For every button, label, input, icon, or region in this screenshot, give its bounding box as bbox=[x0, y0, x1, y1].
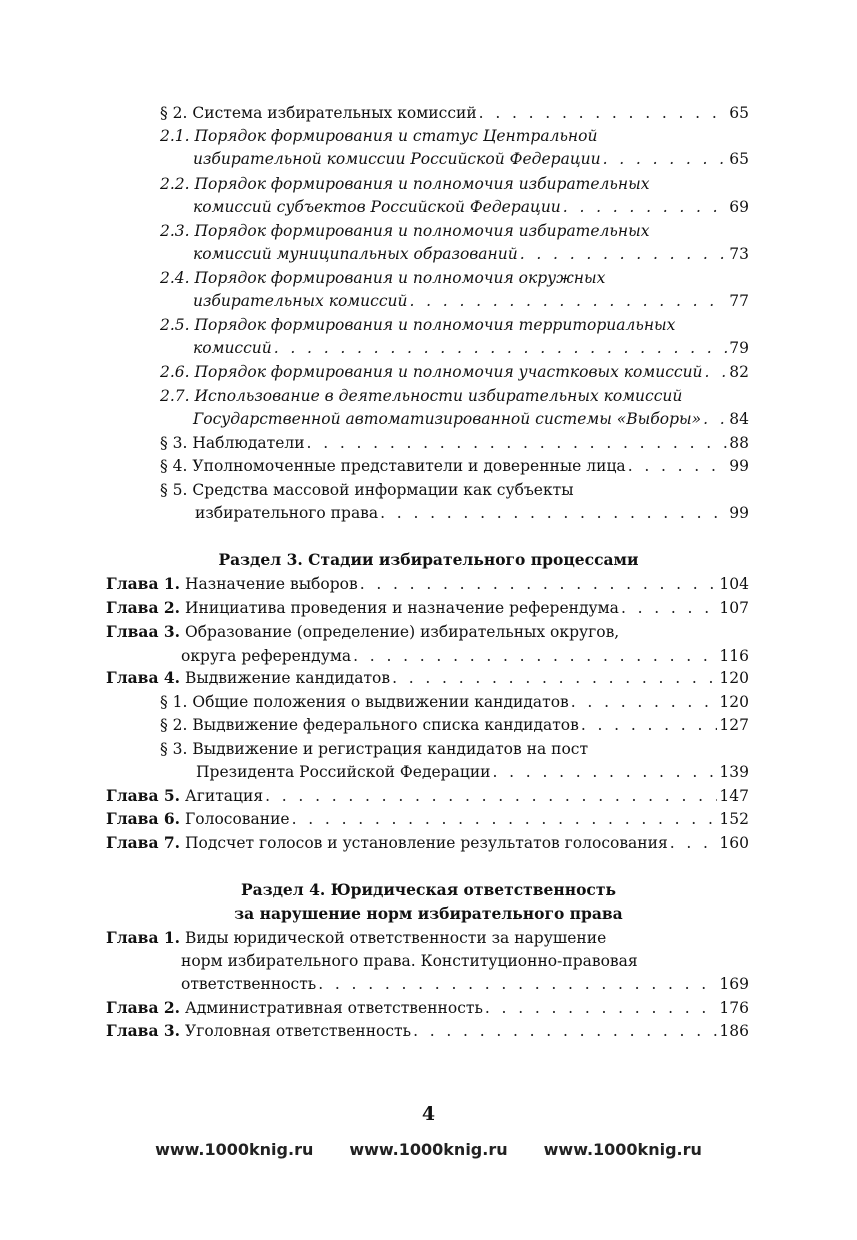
toc-entry bbox=[160, 713, 749, 737]
toc-entry-continuation bbox=[193, 336, 749, 360]
toc-chapter bbox=[106, 620, 749, 644]
chapter-label: Глава 6. bbox=[106, 809, 181, 828]
entry-page: 139 bbox=[719, 763, 749, 781]
entry-number: 2.7. bbox=[160, 387, 190, 405]
toc-chapter bbox=[106, 596, 749, 620]
entry-title: Уголовная ответственность bbox=[185, 1022, 412, 1040]
toc-entry bbox=[160, 266, 749, 290]
entry-number: 2.1. bbox=[160, 127, 190, 145]
entry-title: Выдвижение федерального списка кандидатов bbox=[192, 716, 579, 734]
entry-title: Назначение выборов bbox=[185, 575, 358, 593]
entry-number: § 2. bbox=[160, 716, 188, 734]
toc-entry bbox=[160, 478, 749, 502]
leader-dots bbox=[360, 572, 718, 596]
toc-entry-continuation bbox=[181, 949, 749, 973]
entry-page: 88 bbox=[729, 434, 749, 452]
entry-page: 84 bbox=[729, 410, 749, 428]
leader-dots bbox=[392, 666, 717, 690]
entry-title: Образование (определение) избирательных округов, bbox=[185, 623, 620, 641]
toc-entry bbox=[160, 124, 749, 148]
leader-dots bbox=[520, 242, 728, 266]
entry-title: Система избирательных комиссий bbox=[192, 104, 477, 122]
entry-title: Административная ответственность bbox=[185, 999, 483, 1017]
chapter-label: Глваа 3. bbox=[106, 622, 181, 641]
leader-dots bbox=[621, 596, 717, 620]
footer bbox=[0, 1140, 857, 1159]
leader-dots bbox=[353, 644, 717, 668]
entry-title: Порядок формирования и статус Центральной bbox=[194, 127, 598, 145]
leader-dots bbox=[703, 407, 727, 431]
entry-title: комиссий субъектов Российской Федерации bbox=[193, 198, 561, 216]
toc-entry bbox=[160, 313, 749, 337]
toc-entry-continuation bbox=[193, 195, 749, 219]
toc-entry bbox=[160, 219, 749, 243]
chapter-label: Глава 5. bbox=[106, 786, 181, 805]
entry-title: Подсчет голосов и установление результатов голосования bbox=[185, 834, 668, 852]
entry-number: 2.6. bbox=[160, 363, 190, 381]
entry-title: Голосование bbox=[185, 810, 290, 828]
entry-page: 77 bbox=[729, 292, 749, 310]
toc-entry bbox=[160, 690, 749, 714]
toc-entry-continuation bbox=[196, 760, 749, 784]
entry-number: § 1. bbox=[160, 693, 188, 711]
toc-entry bbox=[160, 454, 749, 478]
entry-page: 99 bbox=[729, 504, 749, 522]
leader-dots bbox=[670, 831, 718, 855]
entry-title: избирательной комиссии Российской Федерации bbox=[193, 150, 601, 168]
entry-number: 2.2. bbox=[160, 175, 190, 193]
toc-entry-continuation bbox=[193, 407, 749, 431]
entry-title: Порядок формирования и полномочия окружных bbox=[194, 269, 606, 287]
toc-chapter bbox=[106, 666, 749, 690]
toc-chapter bbox=[106, 926, 749, 950]
chapter-label: Глава 2. bbox=[106, 998, 181, 1017]
footer-link[interactable]: www.1000knig.ru bbox=[543, 1140, 702, 1159]
toc-entry-continuation bbox=[193, 289, 749, 313]
entry-title: Выдвижение и регистрация кандидатов на пост bbox=[192, 740, 589, 758]
entry-title: Порядок формирования и полномочия избирательных bbox=[194, 222, 650, 240]
leader-dots bbox=[571, 690, 718, 714]
toc-chapter bbox=[106, 831, 749, 855]
entry-title: округа референдума bbox=[181, 647, 352, 665]
entry-title: Президента Российской Федерации bbox=[196, 763, 491, 781]
page-number: 4 bbox=[421, 1103, 436, 1125]
leader-dots bbox=[292, 807, 718, 831]
footer-link[interactable]: www.1000knig.ru bbox=[349, 1140, 508, 1159]
entry-page: 152 bbox=[719, 810, 749, 828]
toc-entry-continuation bbox=[181, 644, 749, 668]
toc-entry bbox=[160, 737, 749, 761]
entry-page: 127 bbox=[719, 716, 749, 734]
entry-page: 79 bbox=[729, 339, 749, 357]
entry-page: 147 bbox=[719, 787, 749, 805]
toc-entry bbox=[160, 101, 749, 125]
leader-dots bbox=[274, 336, 728, 360]
entry-number: § 3. bbox=[160, 434, 188, 452]
toc-chapter bbox=[106, 784, 749, 808]
leader-dots bbox=[479, 101, 728, 125]
entry-page: 82 bbox=[729, 363, 749, 381]
entry-title: Порядок формирования и полномочия территориальных bbox=[194, 316, 676, 334]
toc-entry bbox=[160, 431, 749, 455]
entry-title: Использование в деятельности избирательных комиссий bbox=[194, 387, 683, 405]
leader-dots bbox=[409, 289, 727, 313]
entry-title: Наблюдатели bbox=[192, 434, 305, 452]
section-heading-continuation: за нарушение норм избирательного права bbox=[234, 904, 623, 923]
entry-page: 169 bbox=[719, 975, 749, 993]
entry-title: Агитация bbox=[185, 787, 264, 805]
entry-number: § 5. bbox=[160, 481, 188, 499]
entry-page: 104 bbox=[719, 575, 749, 593]
entry-title: Общие положения о выдвижении кандидатов bbox=[192, 693, 569, 711]
entry-title: Уполномоченные представители и доверенные лица bbox=[192, 457, 626, 475]
leader-dots bbox=[492, 760, 717, 784]
entry-title: Порядок формирования и полномочия избирательных bbox=[194, 175, 650, 193]
toc-entry bbox=[160, 360, 749, 384]
entry-page: 69 bbox=[729, 198, 749, 216]
entry-page: 160 bbox=[719, 834, 749, 852]
entry-number: 2.4. bbox=[160, 269, 190, 287]
entry-page: 99 bbox=[729, 457, 749, 475]
entry-title: Средства массовой информации как субъекты bbox=[192, 481, 574, 499]
entry-title: избирательных комиссий bbox=[193, 292, 408, 310]
section-heading: Раздел 4. Юридическая ответственность bbox=[241, 880, 616, 899]
entry-title: Выдвижение кандидатов bbox=[185, 669, 391, 687]
entry-number: § 2. bbox=[160, 104, 188, 122]
toc-chapter bbox=[106, 807, 749, 831]
leader-dots bbox=[603, 147, 728, 171]
entry-page: 107 bbox=[719, 599, 749, 617]
leader-dots bbox=[628, 454, 728, 478]
entry-title: комиссий bbox=[193, 339, 272, 357]
toc-entry-continuation bbox=[195, 501, 749, 525]
entry-page: 65 bbox=[729, 104, 749, 122]
entry-number: § 4. bbox=[160, 457, 188, 475]
entry-title: комиссий муниципальных образований bbox=[193, 245, 518, 263]
entry-page: 176 bbox=[719, 999, 749, 1017]
entry-title: ответственность bbox=[181, 975, 317, 993]
toc-entry bbox=[160, 384, 749, 408]
chapter-label: Глава 1. bbox=[106, 574, 181, 593]
toc-entry-continuation bbox=[193, 147, 749, 171]
entry-page: 186 bbox=[719, 1022, 749, 1040]
toc-chapter bbox=[106, 996, 749, 1020]
chapter-label: Глава 1. bbox=[106, 928, 181, 947]
entry-number: 2.3. bbox=[160, 222, 190, 240]
leader-dots bbox=[581, 713, 718, 737]
chapter-label: Глава 4. bbox=[106, 668, 181, 687]
toc-entry-continuation bbox=[193, 242, 749, 266]
entry-title: избирательного права bbox=[195, 504, 379, 522]
entry-title: Инициатива проведения и назначение референдума bbox=[185, 599, 619, 617]
entry-number: 2.5. bbox=[160, 316, 190, 334]
entry-title: норм избирательного права. Конституционно-правовая bbox=[181, 952, 638, 970]
toc-chapter bbox=[106, 572, 749, 596]
entry-page: 73 bbox=[729, 245, 749, 263]
chapter-label: Глава 3. bbox=[106, 1021, 181, 1040]
footer-link[interactable]: www.1000knig.ru bbox=[155, 1140, 314, 1159]
entry-title: Государственной автоматизированной системы «Выборы» bbox=[193, 410, 702, 428]
leader-dots bbox=[265, 784, 717, 808]
toc-entry bbox=[160, 172, 749, 196]
chapter-label: Глава 7. bbox=[106, 833, 181, 852]
entry-page: 120 bbox=[719, 693, 749, 711]
leader-dots bbox=[318, 972, 717, 996]
entry-page: 65 bbox=[729, 150, 749, 168]
leader-dots bbox=[413, 1019, 717, 1043]
leader-dots bbox=[307, 431, 728, 455]
entry-title: Порядок формирования и полномочия участковых комиссий bbox=[194, 363, 703, 381]
entry-title: Виды юридической ответственности за нарушение bbox=[185, 929, 607, 947]
leader-dots bbox=[380, 501, 727, 525]
entry-page: 116 bbox=[719, 647, 749, 665]
leader-dots bbox=[705, 360, 728, 384]
leader-dots bbox=[563, 195, 727, 219]
toc-entry-continuation bbox=[181, 972, 749, 996]
section-heading: Раздел 3. Стадии избирательного процессами bbox=[218, 550, 639, 569]
toc-chapter bbox=[106, 1019, 749, 1043]
entry-page: 120 bbox=[719, 669, 749, 687]
leader-dots bbox=[485, 996, 718, 1020]
chapter-label: Глава 2. bbox=[106, 598, 181, 617]
entry-number: § 3. bbox=[160, 740, 188, 758]
